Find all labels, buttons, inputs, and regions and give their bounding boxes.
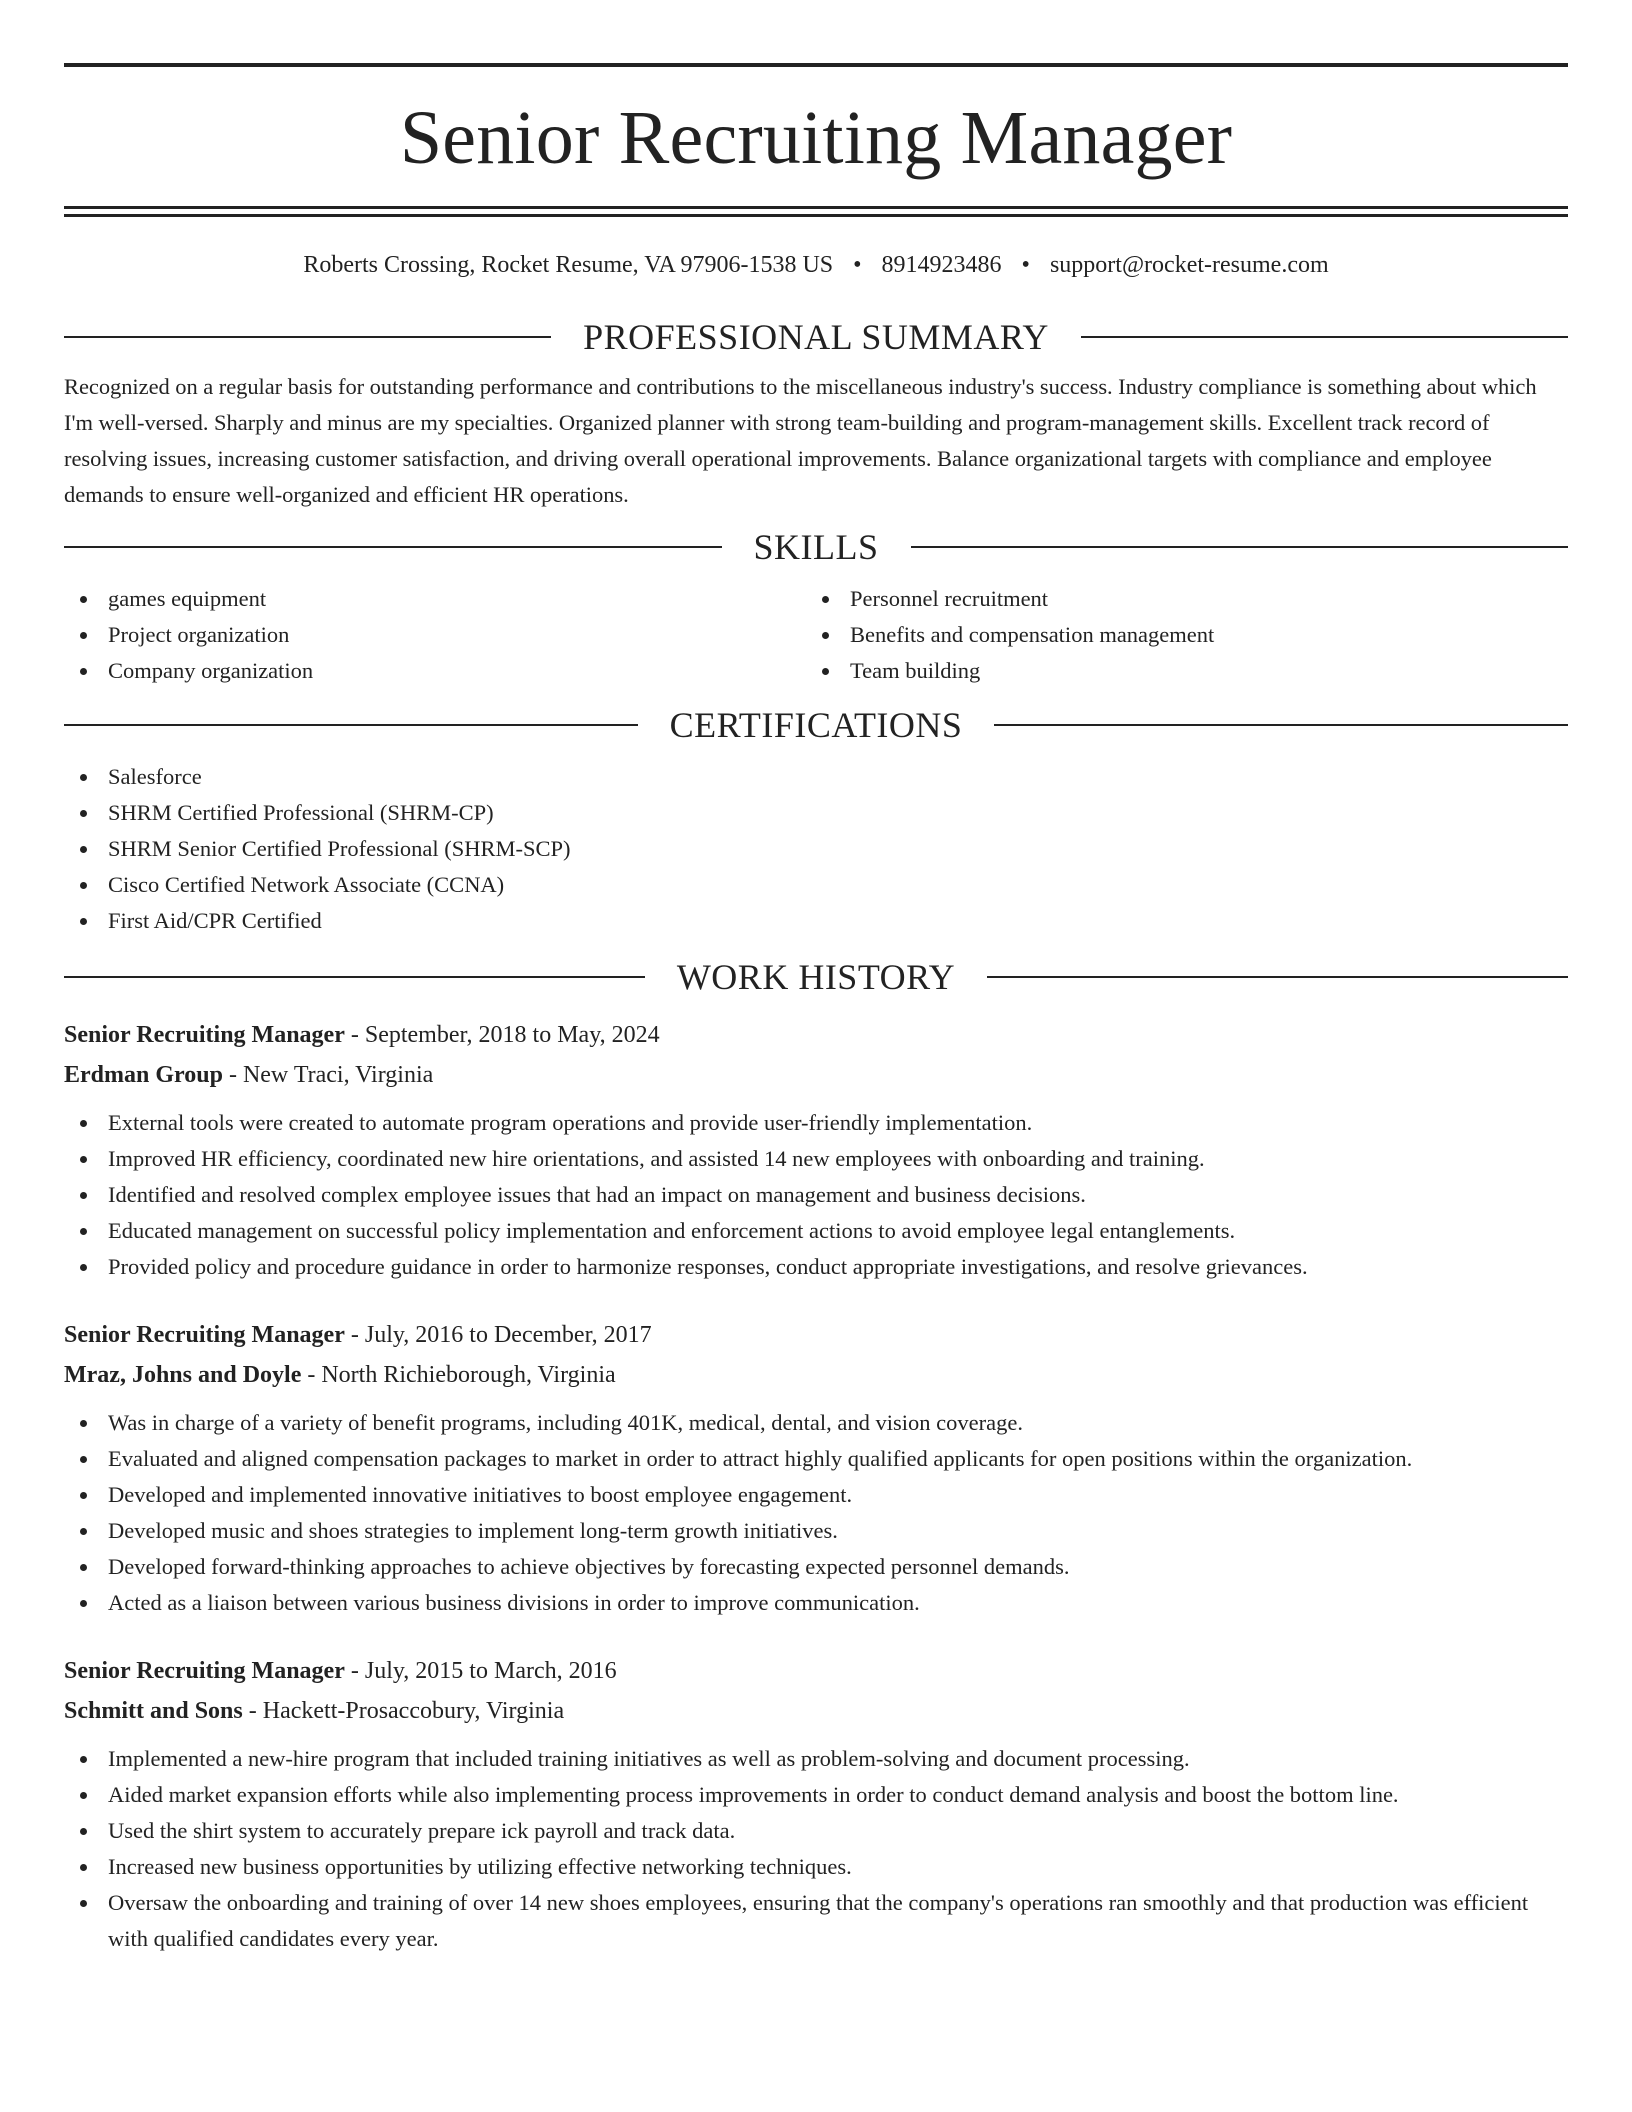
job-dates: July, 2016 to December, 2017: [364, 1322, 652, 1348]
company-dash: -: [301, 1362, 322, 1388]
resume-content: [64, 63, 1568, 1957]
skill-item: Team building: [806, 653, 1548, 689]
job-bullet: Evaluated and aligned compensation packages to market in order to attract highly qualified applicants for open positions within the organization.: [64, 1441, 1568, 1477]
contact-line: [64, 250, 1568, 280]
job-title-line: [64, 1015, 1568, 1055]
heading-rule-right: [911, 546, 1569, 548]
job-bullet: Developed and implemented innovative initiatives to boost employee engagement.: [64, 1477, 1568, 1513]
company-location: North Richieborough, Virginia: [321, 1362, 616, 1388]
contact-address: Roberts Crossing, Rocket Resume, VA 97906-1538 US: [303, 252, 834, 278]
certification-item: Salesforce: [64, 759, 1568, 795]
company-dash: -: [222, 1062, 243, 1088]
job-dates: July, 2015 to March, 2016: [364, 1658, 617, 1684]
job-title: Senior Recruiting Manager: [64, 1022, 345, 1048]
job-bullets: [64, 1105, 1568, 1285]
job-bullet: Aided market expansion efforts while also implementing process improvements in order to conduct demand analysis and boost the bottom line.: [64, 1777, 1568, 1813]
job-bullet: Identified and resolved complex employee issues that had an impact on management and business decisions.: [64, 1177, 1568, 1213]
heading-rule-left: [64, 546, 722, 548]
company-location: New Traci, Virginia: [242, 1062, 434, 1088]
company-name: Erdman Group: [64, 1062, 223, 1088]
skills-list-right: [806, 581, 1548, 689]
skill-item: Company organization: [64, 653, 806, 689]
job-dash: -: [344, 1022, 365, 1048]
skills-heading: SKILLS: [753, 527, 879, 567]
job-entry: [64, 1315, 1568, 1621]
job-bullet: Oversaw the onboarding and training of over 14 new shoes employees, ensuring that the company's operations ran smoothly and that production was efficient with qualified candidates every year.: [64, 1885, 1568, 1957]
job-bullet: Developed forward-thinking approaches to achieve objectives by forecasting expected personnel demands.: [64, 1549, 1568, 1585]
summary-heading-row: [64, 315, 1568, 359]
summary-text: Recognized on a regular basis for outstanding performance and contributions to the miscellaneous industry's success. Industry compliance is something about which I'm well-versed. Sharply and minus are my specialties. Organized planner with strong team-building and program-management skills. Excellent track record of resolving issues, increasing customer satisfaction, and driving overall operational improvements. Balance organizational targets with compliance and employee demands to ensure well-organized and efficient HR operations.: [64, 374, 1537, 507]
job-bullet: Developed music and shoes strategies to implement long-term growth initiatives.: [64, 1513, 1568, 1549]
summary-heading: PROFESSIONAL SUMMARY: [583, 317, 1049, 357]
skills-column-right: [806, 581, 1548, 689]
company-location: Hackett-Prosaccobury, Virginia: [262, 1698, 565, 1724]
job-bullets: [64, 1741, 1568, 1957]
job-bullets: [64, 1405, 1568, 1621]
skills-heading-row: [64, 525, 1568, 569]
job-bullet: Used the shirt system to accurately prepare ick payroll and track data.: [64, 1813, 1568, 1849]
job-entry: [64, 1651, 1568, 1957]
skills-list-left: [64, 581, 806, 689]
resume-name: Senior Recruiting Manager: [399, 96, 1233, 180]
heading-rule-left: [64, 336, 551, 338]
job-entry: [64, 1015, 1568, 1285]
skill-item: Benefits and compensation management: [806, 617, 1548, 653]
job-dash: -: [344, 1658, 365, 1684]
skill-item: games equipment: [64, 581, 806, 617]
job-bullet: Implemented a new-hire program that included training initiatives as well as problem-solving and document processing.: [64, 1741, 1568, 1777]
job-dates: September, 2018 to May, 2024: [364, 1022, 660, 1048]
job-bullet: Acted as a liaison between various business divisions in order to improve communication.: [64, 1585, 1568, 1621]
skills-grid: [64, 581, 1568, 689]
company-name: Schmitt and Sons: [64, 1698, 243, 1724]
job-title: Senior Recruiting Manager: [64, 1322, 345, 1348]
heading-rule-right: [987, 976, 1568, 978]
job-bullet: Improved HR efficiency, coordinated new hire orientations, and assisted 14 new employees with onboarding and training.: [64, 1141, 1568, 1177]
job-bullet: Was in charge of a variety of benefit programs, including 401K, medical, dental, and vision coverage.: [64, 1405, 1568, 1441]
certifications-list: [64, 759, 1568, 939]
heading-rule-right: [1081, 336, 1568, 338]
job-bullet: Provided policy and procedure guidance in order to harmonize responses, conduct appropriate investigations, and resolve grievances.: [64, 1249, 1568, 1285]
job-title-line: [64, 1651, 1568, 1691]
skill-item: Project organization: [64, 617, 806, 653]
header-double-rule: [64, 206, 1568, 217]
header-top-rule: [64, 63, 1568, 67]
job-bullet: Increased new business opportunities by utilizing effective networking techniques.: [64, 1849, 1568, 1885]
company-name: Mraz, Johns and Doyle: [64, 1362, 302, 1388]
certifications-heading: CERTIFICATIONS: [669, 705, 963, 745]
skill-item: Personnel recruitment: [806, 581, 1548, 617]
company-line: [64, 1055, 1568, 1095]
heading-rule-right: [994, 724, 1568, 726]
job-title: Senior Recruiting Manager: [64, 1658, 345, 1684]
work-heading-row: [64, 955, 1568, 999]
certification-item: SHRM Certified Professional (SHRM-CP): [64, 795, 1568, 831]
contact-separator: •: [853, 252, 862, 278]
company-line: [64, 1691, 1568, 1731]
contact-separator: •: [1021, 252, 1030, 278]
job-bullet: External tools were created to automate program operations and provide user-friendly implementation.: [64, 1105, 1568, 1141]
company-line: [64, 1355, 1568, 1395]
certifications-heading-row: [64, 703, 1568, 747]
contact-phone[interactable]: 8914923486: [881, 252, 1002, 278]
heading-rule-left: [64, 976, 645, 978]
work-heading: WORK HISTORY: [676, 957, 956, 997]
job-bullet: Educated management on successful policy implementation and enforcement actions to avoid employee legal entanglements.: [64, 1213, 1568, 1249]
job-dash: -: [344, 1322, 365, 1348]
company-dash: -: [242, 1698, 263, 1724]
job-title-line: [64, 1315, 1568, 1355]
contact-email[interactable]: support@rocket-resume.com: [1049, 252, 1329, 278]
heading-rule-left: [64, 724, 638, 726]
certification-item: First Aid/CPR Certified: [64, 903, 1568, 939]
certification-item: SHRM Senior Certified Professional (SHRM-SCP): [64, 831, 1568, 867]
certification-item: Cisco Certified Network Associate (CCNA): [64, 867, 1568, 903]
skills-column-left: [64, 581, 806, 689]
